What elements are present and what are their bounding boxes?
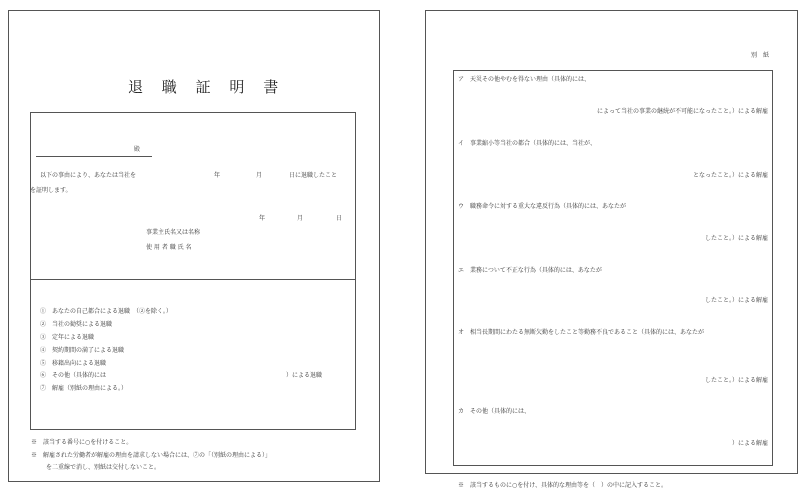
reason-item-5: ⑤ 移籍出向による退職: [40, 360, 107, 367]
issue-year-label: 年: [259, 215, 266, 222]
title-char-4: 明: [229, 78, 245, 96]
title-char-2: 職: [161, 78, 177, 96]
title-char-3: 証: [195, 78, 211, 96]
reason-item-4: ④ 契約期間の満了による退職: [40, 347, 125, 354]
dismissal-ka-line2: ）による解雇: [731, 440, 768, 447]
reason-item-7: ⑦ 解雇（別紙の理由による。）: [40, 385, 128, 392]
dismissal-o-line1: オ 相当長期間にわたる無断欠勤をしたこと等勤務不良であること（具体的には、あなたが: [458, 329, 705, 336]
left-note-2: ※ 解雇された労働者が解雇の理由を請求しない場合には、⑦の「（別紙の理由による）」: [31, 452, 272, 459]
document-title: [128, 76, 278, 97]
cert-month-label: 月: [256, 172, 263, 179]
addressee-suffix: 殿: [134, 146, 141, 153]
cert-day-text: 日に退職したこと: [289, 172, 338, 179]
right-note: ※ 該当するものに○を付け、具体的な理由等を（ ）の中に記入すること。: [458, 482, 667, 489]
dismissal-a-line2: によって当社の事業の継続が不可能になったこと。）による解雇: [596, 108, 768, 115]
left-note-3: を二重線で消し、別紙は交付しないこと。: [46, 464, 161, 471]
officer-name-label: 使 用 者 職 氏 名: [146, 244, 192, 251]
reason-item-1: ① あなたの自己都合による退職 （②を除く。）: [40, 308, 172, 315]
addressee-line: [36, 156, 152, 157]
title-char-5: 書: [263, 78, 279, 96]
dismissal-e-line1: エ 業務について不正な行為（具体的には、あなたが: [458, 267, 602, 274]
dismissal-ka-line1: カ その他（具体的には、: [458, 408, 531, 415]
reason-item-6: ⑥ その他（具体的には: [40, 372, 107, 379]
dismissal-i-line2: となったこと。）による解雇: [692, 172, 768, 179]
section-divider: [30, 279, 356, 280]
left-note-1: ※ 該当する番号に○を付けること。: [31, 439, 133, 446]
dismissal-u-line2: したこと。）による解雇: [704, 235, 768, 242]
issue-day-label: 日: [336, 215, 343, 222]
title-char-1: 退: [128, 78, 144, 96]
employer-name-label: 事業主氏名又は名称: [146, 229, 201, 236]
cert-year-label: 年: [214, 172, 221, 179]
reason-item-3: ③ 定年による退職: [40, 334, 95, 341]
dismissal-o-line2: したこと。）による解雇: [704, 377, 768, 384]
certificate-box: [30, 112, 356, 430]
reason-item-6-suffix: ）による退職: [286, 372, 323, 379]
issue-month-label: 月: [297, 215, 304, 222]
dismissal-a-line1: ア 天災その他やむを得ない理由（具体的には、: [458, 76, 591, 83]
dismissal-u-line1: ウ 職務命令に対する重大な違反行為（具体的には、あなたが: [458, 203, 627, 210]
cert-text-part2: を証明します。: [30, 187, 72, 194]
cert-text-part1: 以下の事由により、あなたは当社を: [40, 172, 137, 179]
attachment-label: 別 紙: [751, 52, 770, 59]
reason-item-2: ② 当社の勧奨による退職: [40, 321, 113, 328]
dismissal-e-line2: したこと。）による解雇: [704, 297, 768, 304]
dismissal-i-line1: イ 事業縮小等当社の都合（具体的には、当社が、: [458, 140, 597, 147]
